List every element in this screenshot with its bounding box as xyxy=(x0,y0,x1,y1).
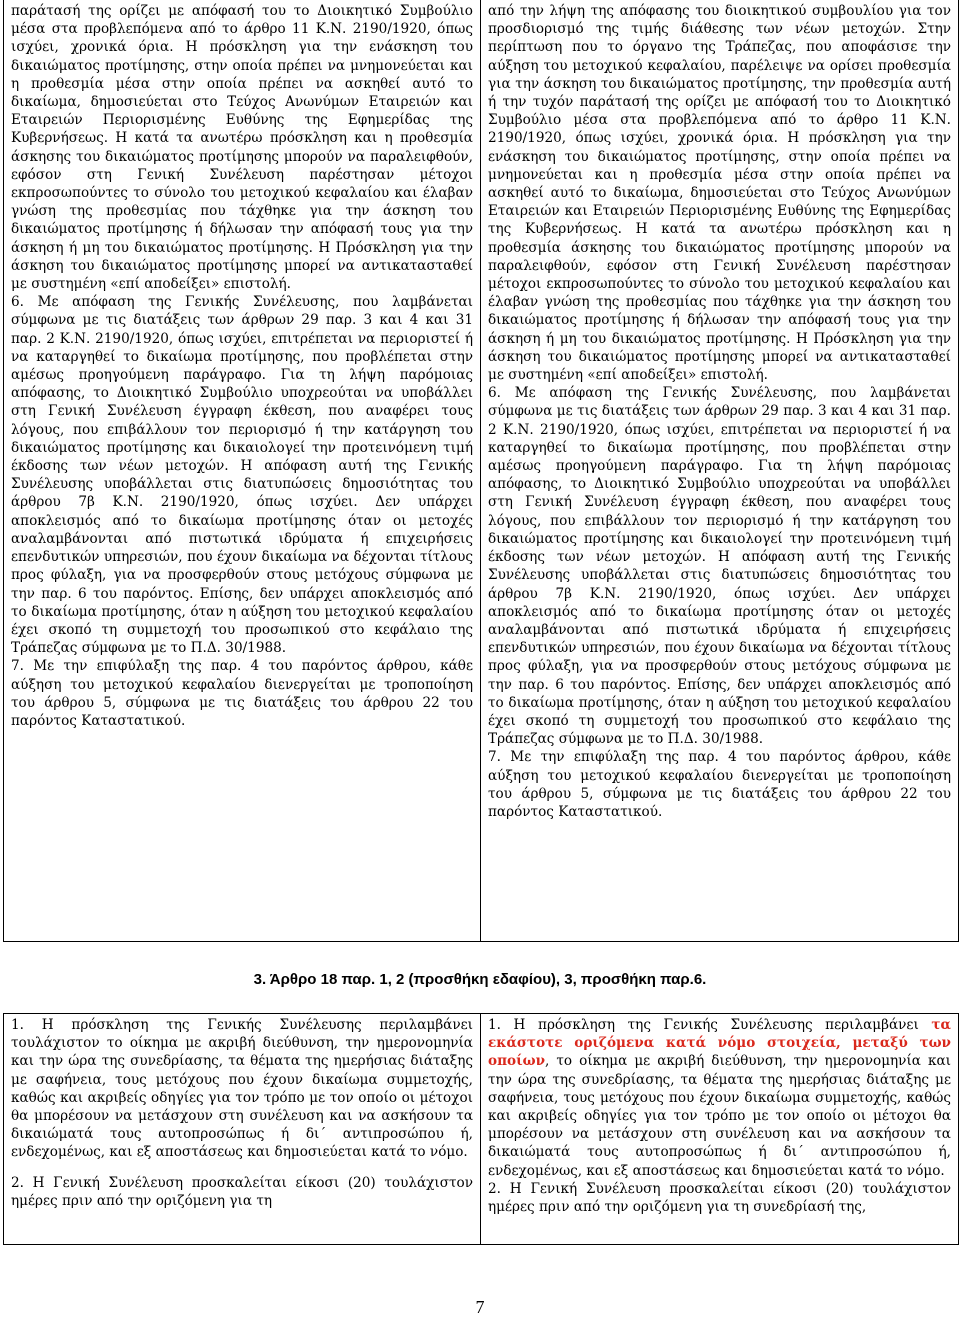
paragraph-1-start: 1. Η πρόσκληση της Γενικής Συνέλευσης περιλαμβάνει xyxy=(488,1017,919,1033)
paragraph-2: 2. Η Γενική Συνέλευση προσκαλείται είκοσι (20) τουλάχιστον ημέρες πριν από την οριζόμενη για τη συνεδρίασή της, xyxy=(488,1180,951,1216)
right-column-amended xyxy=(481,1014,958,1244)
paragraph-6: 6. Με απόφαση της Γενικής Συνέλευσης, που λαμβάνεται σύμφωνα με τις διατάξεις των άρθρων 29 παρ. 3 και 4 και 31 παρ. 2 Κ.Ν. 2190/1920, όπως ισχύει, επιτρέπεται να περιοριστεί ή να καταργηθεί το δικαίωμα προτίμησης, που προβλέπεται στην αμέσως προηγούμενη παράγραφο. Για τη λήψη παρόμοιας απόφασης, το Διοικητικό Συμβούλιο υποχρεούται να υποβάλλει στη Γενική Συνέλευση έγγραφη έκθεση, που αναφέρει τους λόγους, που επιβάλλουν τον περιορισμό ή την κατάργηση του δικαιώματος προτίμησης και δικαιολογεί την προτεινόμενη τιμή έκδοσης των νέων μετοχών. Η απόφαση αυτή της Γενικής Συνέλευσης υποβάλλεται στις διατυπώσεις δημοσιότητας του άρθρου 7β Κ.Ν. 2190/1920, όπως ισχύει. Δεν υπάρχει αποκλεισμός από το δικαίωμα προτίμησης όταν οι μετοχές αναλαμβάνονται από πιστωτικά ιδρύματα ή επιχειρήσεις επενδυτικών υπηρεσιών, που έχουν δικαίωμα να δέχονται τίτλους προς φύλαξη, για να προσφερθούν στους μετόχους σύμφωνα με την παρ. 6 του παρόντος. Επίσης, δεν υπάρχει αποκλεισμός από το δικαίωμα προτίμησης, όταν η αύξηση του μετοχικού κεφαλαίου έχει σκοπό τη συμμετοχή του προσωπικού στο κεφάλαιο της Τράπεζας σύμφωνα με το Π.Δ. 30/1988. xyxy=(11,294,473,657)
right-column-amended xyxy=(481,0,958,941)
left-column-original xyxy=(4,0,481,941)
page-number: 7 xyxy=(475,1297,485,1317)
section-heading: 3. Άρθρο 18 παρ. 1, 2 (προσθήκη εδαφίου), 3, προσθήκη παρ.6. xyxy=(253,971,707,988)
paragraph: από την λήψη της απόφασης του διοικητικού συμβουλίου για τον προσδιορισμό της τιμής διάθεσης των νέων μετοχών. Στην περίπτωση που το όργανο της Τράπεζας, που αποφάσισε την αύξηση του μετοχικού κεφαλαίου, παρέλειψε να ορίσει προθεσμία για την άσκηση του δικαιώματος προτίμησης, την προθεσμία αυτή ή την τυχόν παράτασή της ορίζει με απόφασή του το Διοικητικό Συμβούλιο μέσα στα προβλεπόμενα από το άρθρο 11 Κ.Ν. 2190/1920, όπως ισχύει, χρονικά όρια. Η πρόσκληση για την ενάσκηση του δικαιώματος προτίμησης, στην οποία πρέπει να μνημονεύεται και η προθεσμία μέσα στην οποία πρέπει να ασκηθεί αυτό το δικαίωμα, δημοσιεύεται στο Τεύχος Ανωνύμων Εταιρειών και Εταιρειών Περιορισμένης Ευθύνης της Εφημερίδας της Κυβερνήσεως. Η κατά τα ανωτέρω πρόσκληση και η προθεσμία άσκησης του δικαιώματος προτίμησης μπορούν να παραλειφθούν, εφόσον στη Γενική Συνέλευση παρέστησαν μέτοχοι εκπροσωπούντες το σύνολο του μετοχικού κεφαλαίου και έλαβαν γνώση της προθεσμίας που τάχθηκε για την άσκηση του δικαιώματος προτίμησης ή δήλωσαν την απόφασή τους για την άσκηση ή μη του δικαιώματος προτίμησης. Η Πρόσκληση για την άσκηση του δικαιώματος προτίμησης μπορεί να αντικατασταθεί με συστημένη «επί αποδείξει» επιστολή. xyxy=(488,3,951,384)
highlighted-addition: τα εκάστοτε οριζόμενα κατά νόμο στοιχεία, μεταξύ των οποίων xyxy=(488,1017,951,1070)
paragraph-6: 6. Με απόφαση της Γενικής Συνέλευσης, που λαμβάνεται σύμφωνα με τις διατάξεις των άρθρων 29 παρ. 3 και 4 και 31 παρ. 2 Κ.Ν. 2190/1920, όπως ισχύει, επιτρέπεται να περιοριστεί ή να καταργηθεί το δικαίωμα προτίμησης, που προβλέπεται στην αμέσως προηγούμενη παράγραφο. Για τη λήψη παρόμοιας απόφασης, το Διοικητικό Συμβούλιο υποχρεούται να υποβάλλει στη Γενική Συνέλευση έγγραφη έκθεση, που αναφέρει τους λόγους, που επιβάλλουν τον περιορισμό ή την κατάργηση του δικαιώματος προτίμησης και δικαιολογεί την προτεινόμενη τιμή έκδοσης των νέων μετοχών. Η απόφαση αυτή της Γενικής Συνέλευσης υποβάλλεται στις διατυπώσεις δημοσιότητας του άρθρου 7β Κ.Ν. 2190/1920, όπως ισχύει. Δεν υπάρχει αποκλεισμός από το δικαίωμα προτίμησης όταν οι μετοχές αναλαμβάνονται από πιστωτικά ιδρύματα ή επιχειρήσεις επενδυτικών υπηρεσιών, που έχουν δικαίωμα να δέχονται τίτλους προς φύλαξη, για να προσφερθούν στους μετόχους σύμφωνα με την παρ. 6 του παρόντος. Επίσης, δεν υπάρχει αποκλεισμός από το δικαίωμα προτίμησης, όταν η αύξηση του μετοχικού κεφαλαίου έχει σκοπό τη συμμετοχή του προσωπικού στο κεφάλαιο της Τράπεζας σύμφωνα με το Π.Δ. 30/1988. xyxy=(488,385,951,748)
left-column-original xyxy=(4,1014,481,1244)
paragraph-1-end: , το οίκημα με ακριβή διεύθυνση, την ημερονομηνία και την ώρα της συνεδρίασης, τα θέματα της ημερήσιας διάταξης με σαφήνεια, τους μετόχους που έχουν δικαίωμα συμμετοχής, καθώς και ακριβείς οδηγίες για τον τρόπο με τον οποίο οι μέτοχοι θα μπορέσουν να μετάσχουν στη συνέλευση και να ασκήσουν τα δικαιώματά τους αυτοπροσώπως ή δι΄ αντιπροσώπου ή, ενδεχομένως, και εξ αποστάσεως και δημοσιεύεται κατά το νόμο. xyxy=(488,1053,951,1179)
paragraph: παράτασή της ορίζει με απόφασή του το Διοικητικό Συμβούλιο μέσα στα προβλεπόμενα από το άρθρο 11 Κ.Ν. 2190/1920, όπως ισχύει, χρονικά όρια. Η πρόσκληση για την ενάσκηση του δικαιώματος προτίμησης, στην οποία πρέπει να μνημονεύεται και η προθεσμία μέσα στην οποία πρέπει να ασκηθεί αυτό το δικαίωμα, δημοσιεύεται στο Τεύχος Ανωνύμων Εταιρειών και Εταιρειών Περιορισμένης Ευθύνης της Εφημερίδας της Κυβερνήσεως. Η κατά τα ανωτέρω πρόσκληση και η προθεσμία άσκησης του δικαιώματος προτίμησης μπορούν να παραλειφθούν, εφόσον στη Γενική Συνέλευση παρέστησαν μέτοχοι εκπροσωπούντες το σύνολο του μετοχικού κεφαλαίου και έλαβαν γνώση της προθεσμίας που τάχθηκε για την άσκηση του δικαιώματος προτίμησης ή δήλωσαν την απόφασή τους για την άσκηση ή μη του δικαιώματος προτίμησης. Η Πρόσκληση για την άσκηση του δικαιώματος προτίμησης μπορεί να αντικατασταθεί με συστημένη «επί αποδείξει» επιστολή. xyxy=(11,3,473,293)
comparison-table-bottom xyxy=(3,1013,959,1245)
comparison-table-top xyxy=(3,0,959,942)
paragraph-1 xyxy=(488,1016,951,1180)
paragraph-1: 1. Η πρόσκληση της Γενικής Συνέλευσης περιλαμβάνει τουλάχιστον το οίκημα με ακριβή διεύθυνση, την ημερονομηνία και την ώρα της συνεδρίασης, τα θέματα της ημερήσιας διάταξης με σαφήνεια, τους μετόχους που έχουν δικαίωμα συμμετοχής, καθώς και ακριβείς οδηγίες για τον τρόπο με τον οποίο οι μέτοχοι θα μπορέσουν να μετάσχουν στη συνέλευση και να ασκήσουν τα δικαιώματά τους αυτοπροσώπως ή δι΄ αντιπροσώπου ή, ενδεχομένως, και εξ αποστάσεως και δημοσιεύεται κατά το νόμο. xyxy=(11,1017,473,1161)
paragraph-2: 2. Η Γενική Συνέλευση προσκαλείται είκοσι (20) τουλάχιστον ημέρες πριν από την οριζόμενη για τη xyxy=(11,1174,473,1209)
paragraph-7: 7. Με την επιφύλαξη της παρ. 4 του παρόντος άρθρου, κάθε αύξηση του μετοχικού κεφαλαίου διενεργείται με τροποποίηση του άρθρου 5, σύμφωνα με τις διατάξεις του άρθρου 22 του παρόντος Καταστατικού. xyxy=(488,749,951,820)
paragraph-7: 7. Με την επιφύλαξη της παρ. 4 του παρόντος άρθρου, κάθε αύξηση του μετοχικού κεφαλαίου διενεργείται με τροποποίηση του άρθρου 5, σύμφωνα με τις διατάξεις του άρθρου 22 του παρόντος Καταστατικού. xyxy=(11,658,473,729)
